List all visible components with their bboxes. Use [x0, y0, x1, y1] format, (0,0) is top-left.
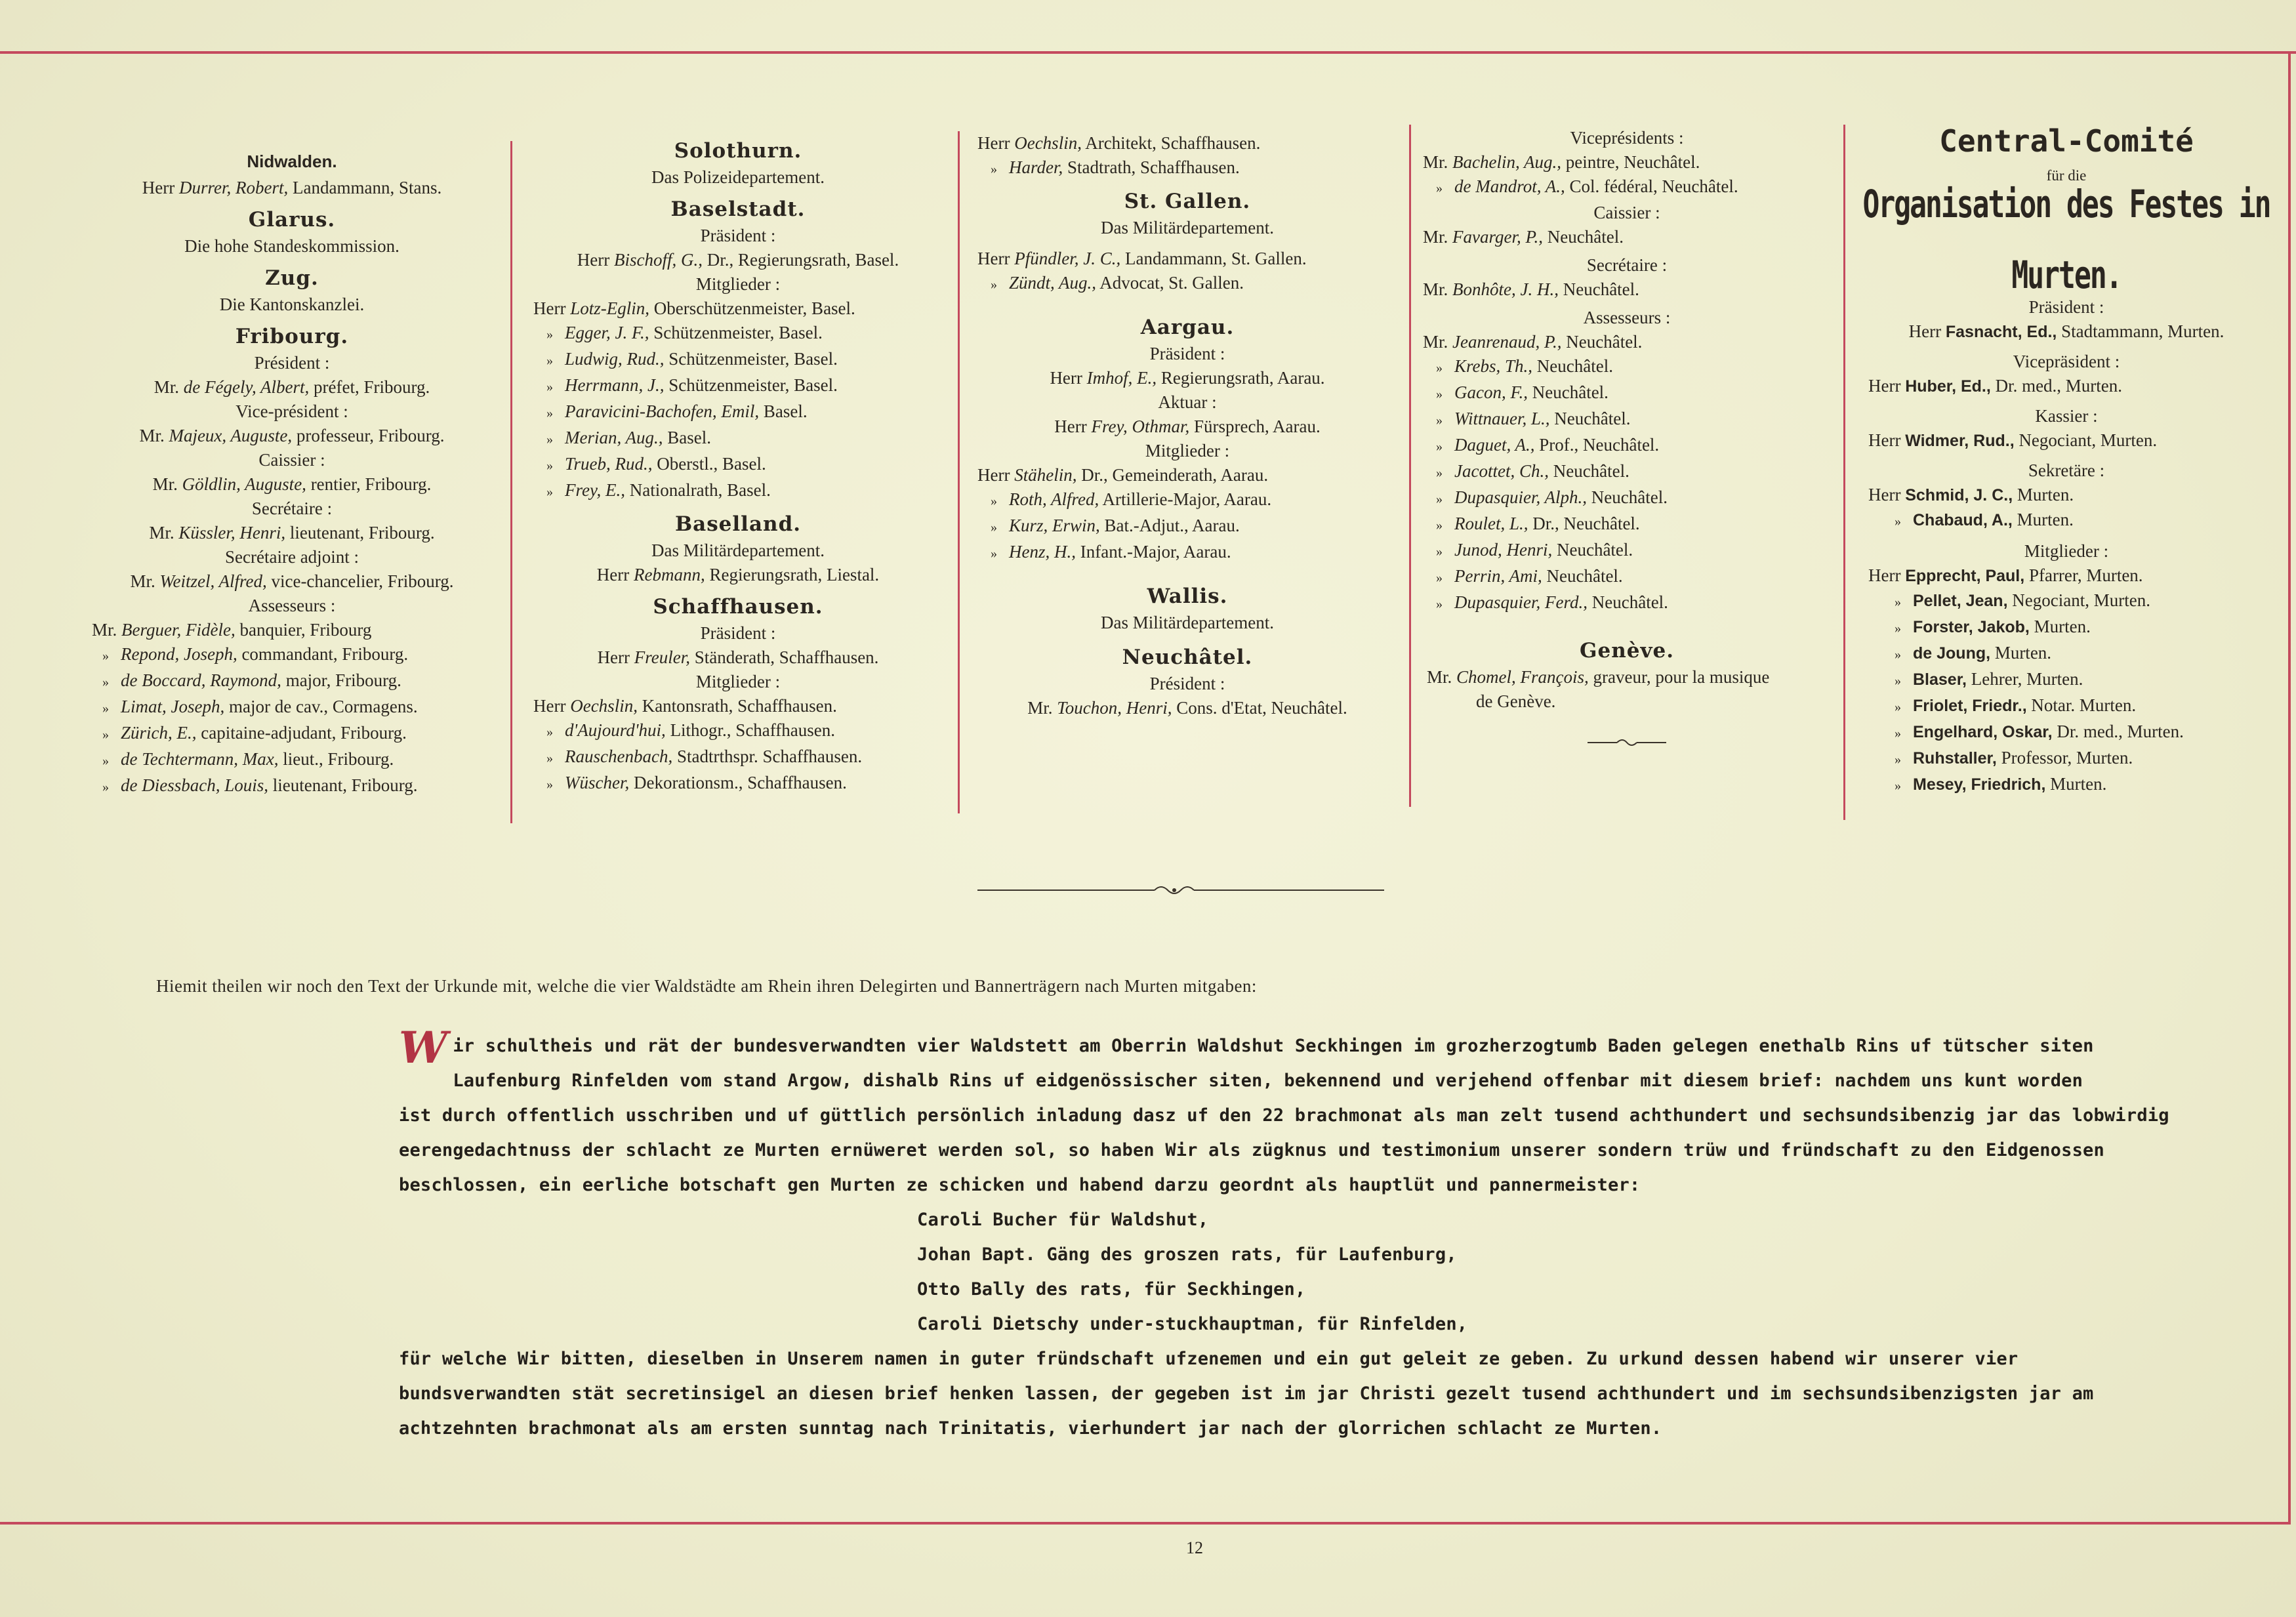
member-line: » Engelhard, Oskar, Dr. med., Murten. — [1895, 722, 2184, 741]
member-line: Herr Lotz-Eglin, Oberschützenmeister, Basel. — [533, 298, 855, 318]
column-separator — [958, 131, 960, 813]
member-line: » Zündt, Aug., Advocat, St. Gallen. — [991, 273, 1244, 293]
member-line: » de Diessbach, Louis, lieutenant, Fribourg. — [102, 775, 418, 795]
role-label: Président : — [254, 353, 330, 373]
member-line: » Kurz, Erwin, Bat.-Adjut., Aarau. — [991, 516, 1240, 535]
canton-heading: Glarus. — [248, 208, 336, 232]
committee-heading: Organisation des Festes in Murten. — [1862, 182, 2270, 298]
canton-heading: Solothurn. — [674, 139, 802, 163]
role-label: Präsident : — [2028, 297, 2104, 317]
role-label: Secrétaire : — [251, 499, 333, 518]
column-separator — [1843, 125, 1845, 820]
member-line: » de Techtermann, Max, lieut., Fribourg. — [102, 749, 394, 769]
authority-line: Das Militärdepartement. — [1101, 613, 1274, 632]
member-line: de Genève. — [1476, 691, 1556, 711]
member-line: » Wittnauer, L., Neuchâtel. — [1436, 409, 1631, 428]
member-line: Herr Durrer, Robert, Landammann, Stans. — [142, 178, 442, 197]
canton-heading: St. Gallen. — [1124, 190, 1251, 213]
role-label: Secrétaire : — [1586, 255, 1668, 275]
member-line: Mr. Bachelin, Aug., peintre, Neuchâtel. — [1423, 152, 1700, 172]
canton-heading: Zug. — [265, 266, 319, 290]
charter-line: eerengedachtnuss der schlacht ze Murten ernüweret werden sol, so haben Wir als zügknus und testimonium unserer sondern trüw und fründschaft zu den Eidgenossen — [399, 1140, 2104, 1160]
member-line: Mr. Küssler, Henri, lieutenant, Fribourg. — [149, 523, 435, 542]
role-label: Vicepräsident : — [2013, 352, 2120, 371]
canton-heading: Aargau. — [1140, 316, 1235, 339]
member-line: » d'Aujourd'hui, Lithogr., Schaffhausen. — [546, 720, 836, 740]
member-line: » Henz, H., Infant.-Major, Aarau. — [991, 542, 1231, 562]
member-line: Herr Oechslin, Architekt, Schaffhausen. — [977, 133, 1261, 153]
member-line: Mr. Favarger, P., Neuchâtel. — [1423, 227, 1624, 247]
member-line: » Daguet, A., Prof., Neuchâtel. — [1436, 435, 1660, 455]
canton-heading: Baselstadt. — [670, 197, 806, 221]
member-line: » Herrmann, J., Schützenmeister, Basel. — [546, 375, 838, 395]
member-line: Mr. Jeanrenaud, P., Neuchâtel. — [1423, 332, 1643, 352]
role-label: Viceprésidents : — [1570, 128, 1684, 148]
column-1 — [85, 144, 499, 800]
role-label: Mitglieder : — [2024, 541, 2109, 561]
role-label: Caissier : — [258, 450, 325, 470]
member-line: Herr Oechslin, Kantonsrath, Schaffhausen. — [533, 696, 837, 716]
right-border — [2288, 51, 2291, 1522]
bottom-border — [0, 1522, 2291, 1525]
member-line: Herr Stähelin, Dr., Gemeinderath, Aarau. — [977, 465, 1269, 485]
column-2 — [528, 131, 948, 797]
member-line: » Gacon, F., Neuchâtel. — [1436, 382, 1609, 402]
member-line: » de Mandrot, A., Col. fédéral, Neuchâtel. — [1436, 176, 1738, 196]
member-line: » Frey, E., Nationalrath, Basel. — [546, 480, 771, 500]
member-line: Mr. Majeux, Auguste, professeur, Fribourg. — [139, 426, 445, 445]
member-line: » Repond, Joseph, commandant, Fribourg. — [102, 644, 409, 664]
member-line: » Chabaud, A., Murten. — [1895, 510, 2074, 529]
member-line: Herr Schmid, J. C., Murten. — [1868, 485, 2074, 504]
column-separator — [510, 141, 512, 823]
member-line: » Ruhstaller, Professor, Murten. — [1895, 748, 2133, 768]
role-label: Mitglieder : — [695, 672, 781, 691]
member-line: » Dupasquier, Alph., Neuchâtel. — [1436, 487, 1668, 507]
committee-title: Central-Comité — [1939, 123, 2194, 159]
member-line: Herr Epprecht, Paul, Pfarrer, Murten. — [1868, 565, 2143, 585]
role-label: Caissier : — [1593, 203, 1660, 222]
member-line: » Limat, Joseph, major de cav., Cormagens. — [102, 697, 418, 716]
role-label: Aktuar : — [1158, 392, 1217, 412]
canton-heading: Wallis. — [1147, 584, 1228, 608]
authority-line: Das Militärdepartement. — [651, 541, 825, 560]
intro-text: Hiemit theilen wir noch den Text der Urkunde mit, welche die vier Waldstädte am Rhein ihren Delegirten und Bannerträgern nach Murten mitgaben: — [156, 976, 1257, 996]
canton-heading: Genève. — [1580, 639, 1674, 663]
page-number: 12 — [1186, 1538, 1203, 1557]
member-line: » Zürich, E., capitaine-adjudant, Fribourg. — [102, 723, 407, 743]
member-line: Mr. de Fégely, Albert, préfet, Fribourg. — [154, 377, 430, 397]
member-line: » Jacottet, Ch., Neuchâtel. — [1436, 461, 1630, 481]
column-4 — [1420, 126, 1834, 756]
member-line: » Merian, Aug., Basel. — [546, 428, 711, 447]
member-line: » de Boccard, Raymond, major, Fribourg. — [102, 670, 401, 690]
member-line: » Roth, Alfred, Artillerie-Major, Aarau. — [991, 489, 1272, 509]
role-label: Sekretäre : — [2028, 461, 2105, 480]
member-line: Herr Pfündler, J. C., Landammann, St. Gallen. — [977, 249, 1307, 268]
member-line: » Harder, Stadtrath, Schaffhausen. — [991, 157, 1240, 177]
member-line: » Ludwig, Rud., Schützenmeister, Basel. — [546, 349, 838, 369]
role-label: Präsident : — [700, 623, 776, 643]
member-line: Herr Fasnacht, Ed., Stadtammann, Murten. — [1908, 321, 2224, 341]
member-line: Herr Widmer, Rud., Negociant, Murten. — [1868, 430, 2158, 450]
member-line: » Trueb, Rud., Oberstl., Basel. — [546, 454, 766, 474]
delegate-line: Caroli Bucher für Waldshut, — [917, 1210, 1209, 1230]
authority-line: Die Kantonskanzlei. — [219, 295, 365, 314]
role-label: Präsident : — [1149, 344, 1225, 363]
member-line: Mr. Weitzel, Alfred, vice-chancelier, Fribourg. — [130, 571, 454, 591]
authority-line: Das Polizeidepartement. — [651, 167, 825, 187]
member-line: » Wüscher, Dekorationsm., Schaffhausen. — [546, 773, 847, 792]
role-label: Assesseurs : — [1583, 308, 1671, 327]
role-label: Mitglieder : — [695, 274, 781, 294]
role-label: Präsident : — [700, 226, 776, 245]
member-line: Mr. Göldlin, Auguste, rentier, Fribourg. — [152, 474, 432, 494]
delegate-line: Caroli Dietschy under-stuckhauptman, für Rinfelden, — [917, 1314, 1468, 1334]
role-label: Président : — [1149, 674, 1225, 693]
member-line: Herr Imhof, E., Regierungsrath, Aarau. — [1050, 368, 1325, 388]
charter-line: Laufenburg Rinfelden vom stand Argow, dishalb Rins uf eidgenössischer siten, bekennend und verjehend offenbar mit diesem brief: nachdem uns kunt worden — [453, 1071, 2083, 1091]
charter-line: beschlossen, ein eerliche botschaft gen Murten ze schicken und habend darzu geordnt als hauptlüt und pannermeister: — [399, 1175, 1641, 1195]
canton-heading: Neuchâtel. — [1122, 645, 1253, 669]
charter-line: für welche Wir bitten, dieselben in Unserem namen in guter fründschaft ufzenemen und ein gut geleit ze geben. Zu urkund dessen habend wir unserer vier — [399, 1349, 2019, 1369]
member-line: » Pellet, Jean, Negociant, Murten. — [1895, 590, 2150, 610]
member-line: Herr Rebmann, Regierungsrath, Liestal. — [596, 565, 880, 584]
member-line: » Mesey, Friedrich, Murten. — [1895, 774, 2107, 794]
role-label: Secrétaire adjoint : — [225, 547, 359, 567]
member-line: » Friolet, Friedr., Notar. Murten. — [1895, 695, 2137, 715]
member-line: » de Joung, Murten. — [1895, 643, 2052, 663]
role-label: Kassier : — [2035, 406, 2098, 426]
ornament-icon — [1588, 736, 1666, 749]
delegate-line: Otto Bally des rats, für Seckhingen, — [917, 1279, 1306, 1300]
role-label: Vice-président : — [236, 401, 348, 421]
member-line: » Krebs, Th., Neuchâtel. — [1436, 356, 1613, 376]
authority-line: Die hohe Standeskommission. — [184, 236, 400, 256]
charter-line: Wir schultheis und rät der bundesverwandten vier Waldstett am Oberrin Waldshut Seckhingen im grozherzogtumb Baden gelegen enethalb Rins uf tütscher siten — [399, 1022, 2094, 1073]
member-line: Herr Freuler, Ständerath, Schaffhausen. — [597, 647, 879, 667]
charter-text — [399, 1022, 2169, 1446]
charter-line: bundsverwandten stät secretinsigel an diesen brief henken lassen, der gegeben ist im jar Christi gezelt tusend achthundert und im sechsundsibenzigsten jar am — [399, 1383, 2094, 1404]
member-line: Mr. Berguer, Fidèle, banquier, Fribourg — [92, 620, 372, 640]
member-line: » Paravicini-Bachofen, Emil, Basel. — [546, 401, 808, 421]
member-line: Mr. Touchon, Henri, Cons. d'Etat, Neuchâtel. — [1027, 698, 1347, 718]
member-line: Herr Bischoff, G., Dr., Regierungsrath, Basel. — [577, 250, 899, 270]
column-separator — [1409, 125, 1411, 807]
member-line: » Egger, J. F., Schützenmeister, Basel. — [546, 323, 823, 342]
column-3 — [971, 131, 1404, 720]
member-line: » Rauschenbach, Stadtrthspr. Schaffhausen. — [546, 747, 863, 766]
canton-heading: Nidwalden. — [247, 152, 337, 171]
charter-line: ist durch offentlich usschriben und uf güttlich persönlich inladung dasz uf den 22 brachmonat als man zelt tusend achthundert und sechsundsibenzig jar das lobwirdig — [399, 1105, 2169, 1126]
member-line: » Roulet, L., Dr., Neuchâtel. — [1436, 514, 1640, 533]
committee-subtitle: für die — [2046, 167, 2087, 184]
member-line: Mr. Chomel, François, graveur, pour la musique — [1427, 667, 1770, 687]
member-line: » Dupasquier, Ferd., Neuchâtel. — [1436, 592, 1668, 612]
member-line: Herr Frey, Othmar, Fürsprech, Aarau. — [1054, 417, 1321, 436]
canton-heading: Fribourg. — [235, 325, 349, 348]
delegate-line: Johan Bapt. Gäng des groszen rats, für Laufenburg, — [917, 1244, 1457, 1265]
canton-heading: Schaffhausen. — [653, 595, 823, 619]
authority-line: Das Militärdepartement. — [1101, 218, 1274, 237]
role-label: Mitglieder : — [1145, 441, 1230, 461]
role-label: Assesseurs : — [248, 596, 336, 615]
member-line: » Forster, Jakob, Murten. — [1895, 617, 2091, 636]
initial-capital: W — [399, 1022, 448, 1073]
member-line: » Junod, Henri, Neuchâtel. — [1436, 540, 1633, 560]
column-5 — [1856, 118, 2276, 798]
member-line: Mr. Bonhôte, J. H., Neuchâtel. — [1423, 279, 1639, 299]
member-line: » Perrin, Ami, Neuchâtel. — [1436, 566, 1623, 586]
canton-heading: Baselland. — [674, 512, 802, 536]
top-border — [0, 51, 2296, 54]
member-line: Herr Huber, Ed., Dr. med., Murten. — [1868, 376, 2123, 396]
member-line: » Blaser, Lehrer, Murten. — [1895, 669, 2083, 689]
charter-line: achtzehnten brachmonat als am ersten sunntag nach Trinitatis, vierhundert jar nach der glorrichen schlacht ze Murten. — [399, 1418, 1662, 1439]
divider-ornament-icon — [977, 882, 1384, 898]
